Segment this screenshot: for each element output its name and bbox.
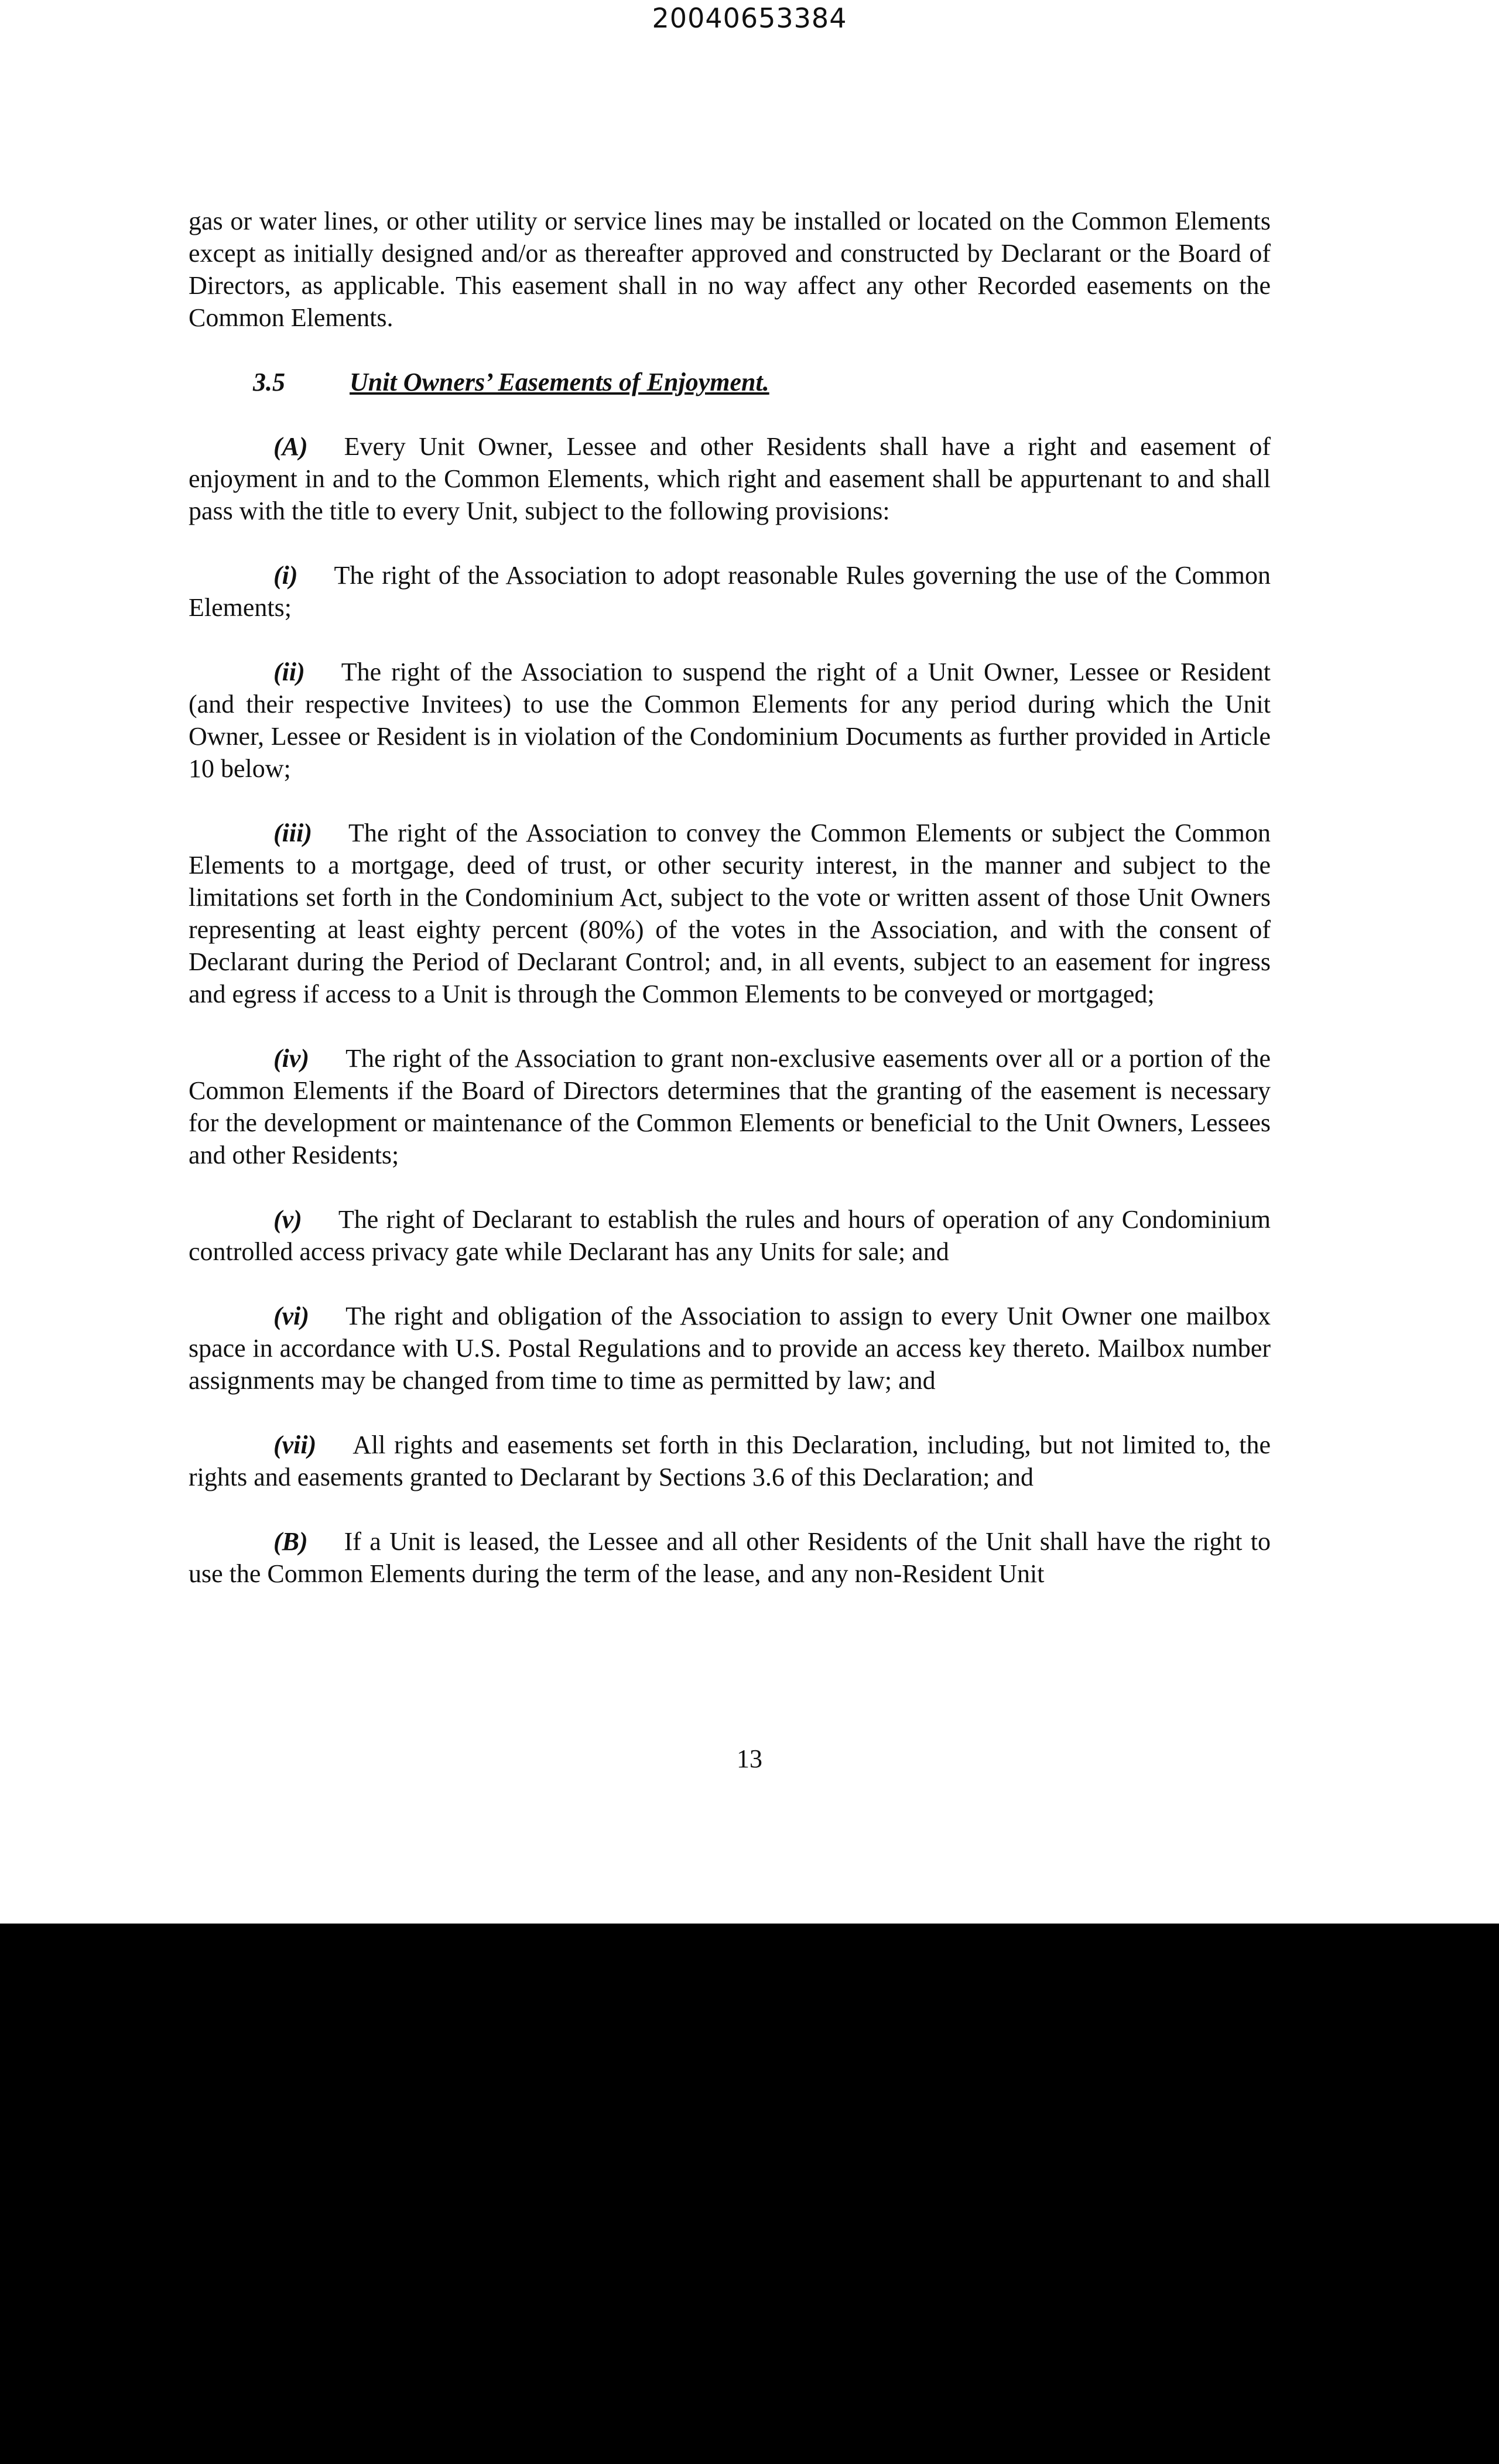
paragraph-marker: (i) bbox=[273, 561, 298, 590]
section-number: 3.5 bbox=[253, 368, 285, 396]
page-body bbox=[189, 205, 1271, 1622]
paragraph-i bbox=[189, 559, 1271, 624]
paragraph-text: The right of Declarant to establish the rules and hours of operation of any Condominium controlled access privacy gate while Declarant has any Units for sale; and bbox=[189, 1205, 1271, 1266]
paragraph-marker: (ii) bbox=[273, 658, 305, 686]
document-number: 20040653384 bbox=[652, 2, 847, 34]
paragraph-marker: (A) bbox=[273, 432, 308, 461]
paragraph-B bbox=[189, 1525, 1271, 1590]
paragraph-text: All rights and easements set forth in this Declaration, including, but not limited to, the rights and easements granted to Declarant by Sections 3.6 of this Declaration; and bbox=[189, 1431, 1271, 1491]
paragraph-text: The right of the Association to suspend the right of a Unit Owner, Lessee or Resident (and their respective Invitees) to use the Common Elements for any period during which the Unit Owner, Lessee or Resident is in violation of the Condominium Documents as further provided in Article 10 below; bbox=[189, 658, 1271, 783]
paragraph-A bbox=[189, 430, 1271, 527]
paragraph-text: The right of the Association to adopt reasonable Rules governing the use of the Common Elements; bbox=[189, 561, 1271, 622]
paragraph-text: If a Unit is leased, the Lessee and all other Residents of the Unit shall have the right to use the Common Elements during the term of the lease, and any non-Resident Unit bbox=[189, 1527, 1271, 1588]
paragraph-marker: (iii) bbox=[273, 819, 312, 847]
intro-paragraph: gas or water lines, or other utility or service lines may be installed or located on the Common Elements except as initially designed and/or as thereafter approved and constructed by Declarant or the Board of Directors, as applicable. This easement shall in no way affect any other Recorded easements on the Common Elements. bbox=[189, 207, 1271, 332]
paragraph-iv bbox=[189, 1042, 1271, 1171]
paragraph-vi bbox=[189, 1300, 1271, 1397]
section-title: Unit Owners’ Easements of Enjoyment. bbox=[350, 368, 769, 396]
scan-black-band bbox=[0, 1924, 1499, 2464]
paragraph-marker: (vii) bbox=[273, 1431, 317, 1459]
paragraph-iii bbox=[189, 817, 1271, 1010]
paragraph-v bbox=[189, 1203, 1271, 1268]
paragraph-marker: (vi) bbox=[273, 1302, 310, 1330]
paragraph-text: The right of the Association to convey the Common Elements or subject the Common Elements to a mortgage, deed of trust, or other security interest, in the manner and subject to the limitations set forth in the Condominium Act, subject to the vote or written assent of those Unit Owners representing at least eighty percent (80%) of the votes in the Association, and with the consent of Declarant during the Period of Declarant Control; and, in all events, subject to an easement for ingress and egress if access to a Unit is through the Common Elements to be conveyed or mortgaged; bbox=[189, 819, 1271, 1008]
paragraph-text: The right of the Association to grant non-exclusive easements over all or a portion of the Common Elements if the Board of Directors determines that the granting of the easement is necessary for the development or maintenance of the Common Elements or beneficial to the Unit Owners, Lessees and other Residents; bbox=[189, 1044, 1271, 1169]
paragraph-ii bbox=[189, 656, 1271, 785]
paragraph-text: The right and obligation of the Association to assign to every Unit Owner one mailbox space in accordance with U.S. Postal Regulations and to provide an access key thereto. Mailbox number assignments may be changed from time to time as permitted by law; and bbox=[189, 1302, 1271, 1395]
paragraph-marker: (B) bbox=[273, 1527, 308, 1556]
paragraph-vii bbox=[189, 1429, 1271, 1493]
section-heading bbox=[189, 366, 1271, 398]
paragraph-text: Every Unit Owner, Lessee and other Residents shall have a right and easement of enjoyment in and to the Common Elements, which right and easement shall be appurtenant to and shall pass with the title to every Unit, subject to the following provisions: bbox=[189, 432, 1271, 525]
page-number: 13 bbox=[737, 1744, 762, 1773]
paragraph-marker: (v) bbox=[273, 1205, 302, 1234]
paragraph-marker: (iv) bbox=[273, 1044, 310, 1073]
